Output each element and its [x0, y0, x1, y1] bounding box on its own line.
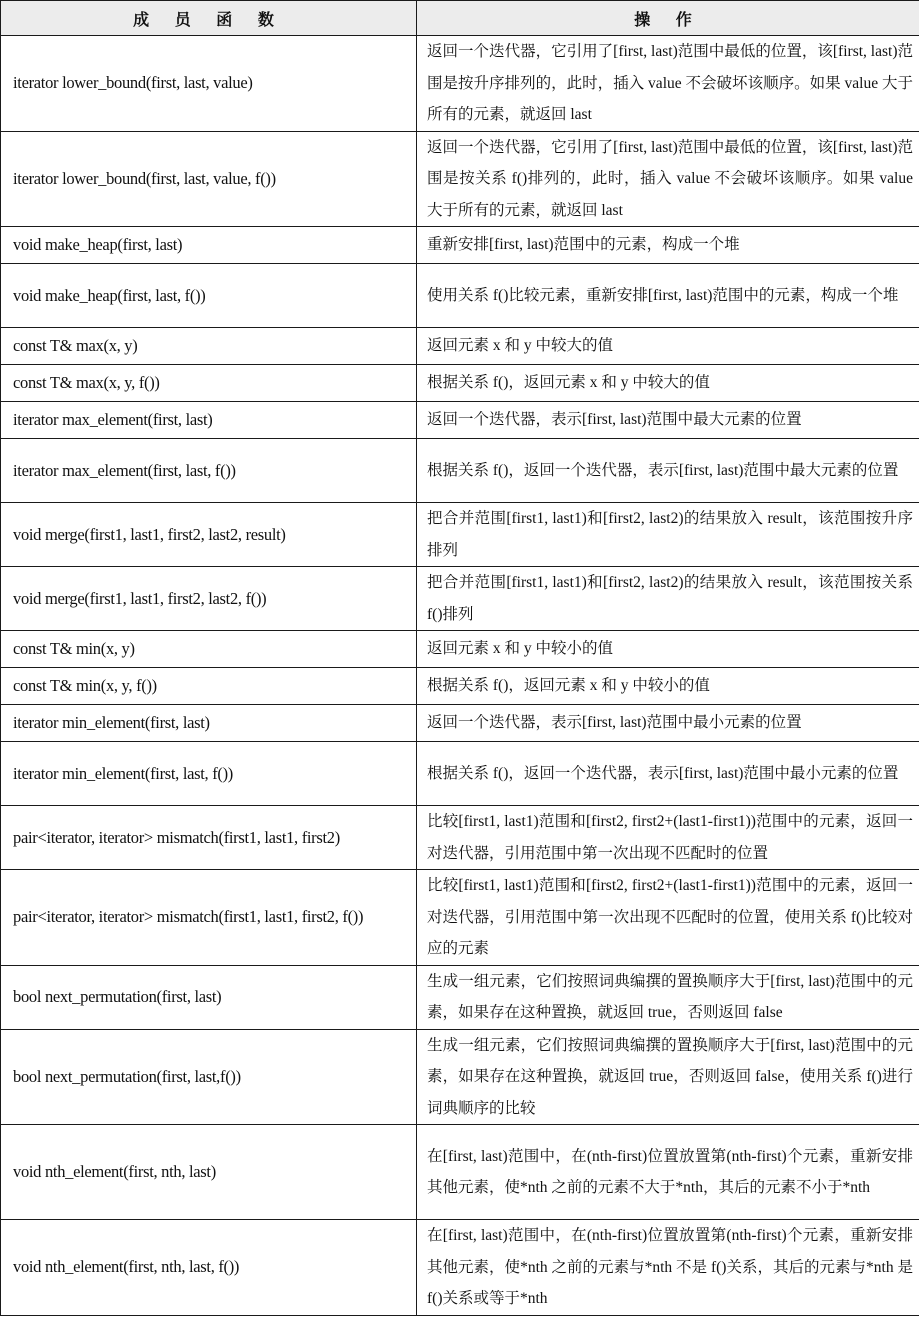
table-row [1, 965, 919, 1029]
table-row [1, 567, 919, 631]
table-row [1, 328, 919, 365]
member-function-cell: void make_heap(first, last) [1, 227, 417, 264]
member-function-cell: bool next_permutation(first, last) [1, 965, 417, 1029]
table-row [1, 631, 919, 668]
operation-cell: 生成一组元素，它们按照词典编撰的置换顺序大于[first, last)范围中的元素，如果存在这种置换，就返回 true，否则返回 false [417, 965, 919, 1029]
table-row [1, 439, 919, 503]
operation-cell: 根据关系 f()，返回元素 x 和 y 中较小的值 [417, 668, 919, 705]
member-function-cell: void make_heap(first, last, f()) [1, 264, 417, 328]
table-row [1, 742, 919, 806]
member-function-cell: void merge(first1, last1, first2, last2, f()) [1, 567, 417, 631]
table-row [1, 705, 919, 742]
table-header-row [1, 1, 919, 36]
operation-cell: 生成一组元素，它们按照词典编撰的置换顺序大于[first, last)范围中的元素，如果存在这种置换，就返回 true，否则返回 false，使用关系 f()进行词典顺序的比较 [417, 1029, 919, 1125]
table-row [1, 503, 919, 567]
member-function-cell: iterator min_element(first, last, f()) [1, 742, 417, 806]
operation-cell: 返回一个迭代器，表示[first, last)范围中最小元素的位置 [417, 705, 919, 742]
header-operation: 操 作 [417, 1, 919, 36]
member-function-cell: pair<iterator, iterator> mismatch(first1, last1, first2) [1, 806, 417, 870]
operation-cell: 在[first, last)范围中，在(nth-first)位置放置第(nth-first)个元素，重新安排其他元素，使*nth 之前的元素与*nth 不是 f()关系，其后的元素与*nth 是 f()关系或等于*nth [417, 1220, 919, 1316]
table-row [1, 1220, 919, 1316]
operation-cell: 比较[first1, last1)范围和[first2, first2+(last1-first1))范围中的元素，返回一对迭代器，引用范围中第一次出现不匹配时的位置 [417, 806, 919, 870]
member-function-cell: void merge(first1, last1, first2, last2, result) [1, 503, 417, 567]
member-function-cell: iterator max_element(first, last, f()) [1, 439, 417, 503]
member-function-cell: const T& min(x, y) [1, 631, 417, 668]
operation-cell: 把合并范围[first1, last1)和[first2, last2)的结果放入 result，该范围按升序排列 [417, 503, 919, 567]
operation-cell: 比较[first1, last1)范围和[first2, first2+(last1-first1))范围中的元素，返回一对迭代器，引用范围中第一次出现不匹配时的位置，使用关系 f()比较对应的元素 [417, 870, 919, 966]
table-row [1, 402, 919, 439]
operation-cell: 在[first, last)范围中，在(nth-first)位置放置第(nth-first)个元素，重新安排其他元素，使*nth 之前的元素不大于*nth，其后的元素不小于*nth [417, 1125, 919, 1220]
operation-cell: 返回元素 x 和 y 中较小的值 [417, 631, 919, 668]
operation-cell: 返回一个迭代器，表示[first, last)范围中最大元素的位置 [417, 402, 919, 439]
table-row [1, 1029, 919, 1125]
operation-cell: 返回元素 x 和 y 中较大的值 [417, 328, 919, 365]
member-function-cell: iterator lower_bound(first, last, value) [1, 36, 417, 132]
member-function-cell: iterator max_element(first, last) [1, 402, 417, 439]
table-row [1, 227, 919, 264]
member-function-cell: const T& max(x, y, f()) [1, 365, 417, 402]
operation-cell: 返回一个迭代器，它引用了[first, last)范围中最低的位置，该[first, last)范围是按关系 f()排列的，此时，插入 value 不会破坏该顺序。如果 value 大于所有的元素，就返回 last [417, 131, 919, 227]
member-function-cell: const T& max(x, y) [1, 328, 417, 365]
operation-cell: 根据关系 f()，返回一个迭代器，表示[first, last)范围中最小元素的位置 [417, 742, 919, 806]
table-row [1, 131, 919, 227]
table-row [1, 870, 919, 966]
operation-cell: 根据关系 f()，返回一个迭代器，表示[first, last)范围中最大元素的位置 [417, 439, 919, 503]
member-function-cell: pair<iterator, iterator> mismatch(first1, last1, first2, f()) [1, 870, 417, 966]
member-function-cell: void nth_element(first, nth, last) [1, 1125, 417, 1220]
table-row [1, 264, 919, 328]
operation-cell: 重新安排[first, last)范围中的元素，构成一个堆 [417, 227, 919, 264]
header-member-function: 成 员 函 数 [1, 1, 417, 36]
member-function-cell: void nth_element(first, nth, last, f()) [1, 1220, 417, 1316]
member-function-cell: const T& min(x, y, f()) [1, 668, 417, 705]
table-row [1, 1125, 919, 1220]
table-row [1, 806, 919, 870]
operation-cell: 使用关系 f()比较元素，重新安排[first, last)范围中的元素，构成一个堆 [417, 264, 919, 328]
table-row [1, 365, 919, 402]
operation-cell: 把合并范围[first1, last1)和[first2, last2)的结果放入 result，该范围按关系 f()排列 [417, 567, 919, 631]
member-function-cell: iterator lower_bound(first, last, value, f()) [1, 131, 417, 227]
member-function-cell: iterator min_element(first, last) [1, 705, 417, 742]
table-row [1, 36, 919, 132]
operation-cell: 根据关系 f()，返回元素 x 和 y 中较大的值 [417, 365, 919, 402]
member-function-cell: bool next_permutation(first, last,f()) [1, 1029, 417, 1125]
table-row [1, 668, 919, 705]
operation-cell: 返回一个迭代器，它引用了[first, last)范围中最低的位置，该[first, last)范围是按升序排列的，此时，插入 value 不会破坏该顺序。如果 value 大于所有的元素，就返回 last [417, 36, 919, 132]
